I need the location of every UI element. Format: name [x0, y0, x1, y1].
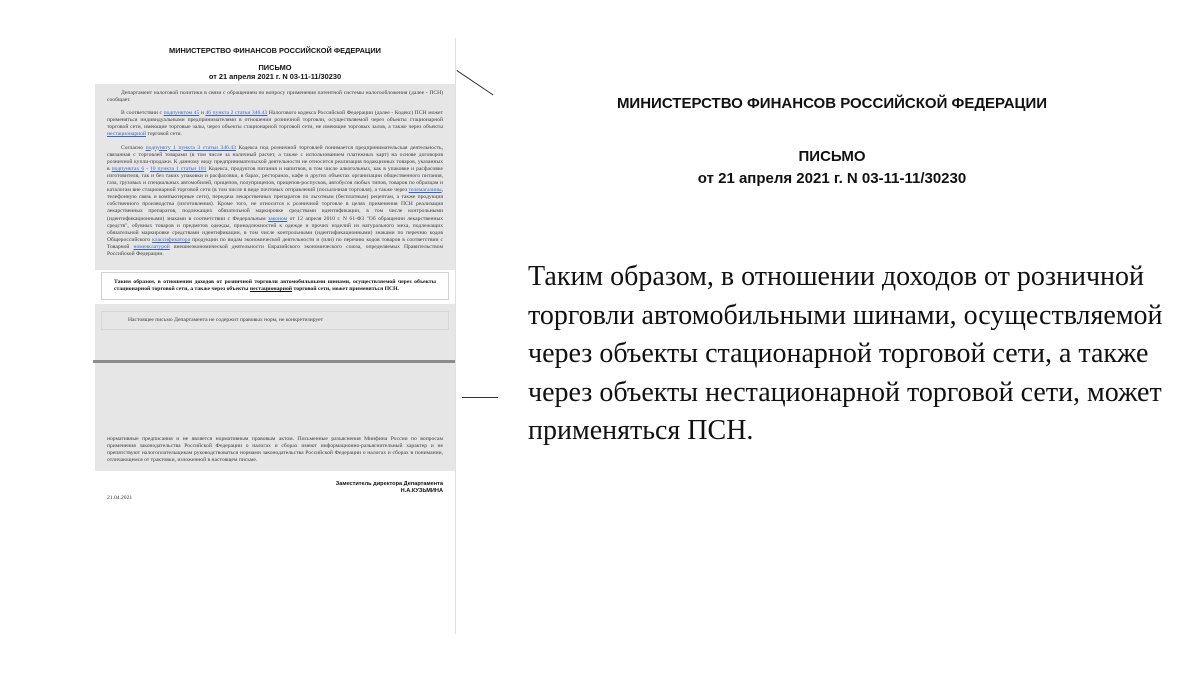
doc-link[interactable]: телемагазины	[408, 187, 442, 194]
doc-date: 21.04.2021	[107, 494, 133, 501]
excerpt-quote: Таким образом, в отношении доходов от розничной торговли автомобильными шинами, осуществляемой через объекты стационарной торговой сети, а также через объекты нестационарной торговой сети, может применяться ПСН.	[528, 261, 1163, 446]
doc-ministry-heading: МИНИСТЕРСТВО ФИНАНСОВ РОССИЙСКОЙ ФЕДЕРАЦИИ	[169, 46, 381, 55]
excerpt-letter-title: ПИСЬМО	[798, 148, 866, 165]
doc-link[interactable]: классификатора	[152, 236, 191, 243]
excerpt-ministry-heading: МИНИСТЕРСТВО ФИНАНСОВ РОССИЙСКОЙ ФЕДЕРАЦИИ	[616, 95, 1048, 112]
doc-highlighted-section	[95, 84, 455, 270]
doc-note-start: Настоящее письмо Департамента не содержит правовых норм, не конкретизирует	[101, 311, 449, 330]
doc-link[interactable]: подпунктом 45	[163, 110, 200, 117]
doc-link[interactable]: номенклатурой	[133, 243, 170, 250]
doc-link[interactable]: 46 пункта 2 статьи 346.43	[205, 110, 268, 117]
doc-gray-area	[95, 304, 455, 470]
doc-page-divider	[93, 360, 455, 363]
doc-link[interactable]: нестационарной	[107, 131, 146, 138]
doc-letter-title: ПИСЬМО	[258, 63, 292, 72]
doc-link[interactable]: 10 пункта 1 статьи 181	[149, 165, 207, 172]
doc-signature-name: Н.А.КУЗЬМИНА	[400, 487, 443, 494]
doc-link[interactable]: подпункту 1 пункта 3 статьи 346.43	[145, 144, 236, 151]
connector-line-middle	[462, 397, 498, 398]
document-thumbnail	[95, 38, 456, 634]
doc-intro-paragraph: Департамент налоговой политики в связи с обращением по вопросу применения патентной системы налогообложения (далее - ПСН) сообщает.	[107, 90, 443, 104]
excerpt-letter-header	[512, 146, 1152, 190]
doc-link[interactable]: подпунктах 6	[111, 165, 145, 172]
doc-letter-ref: от 21 апреля 2021 г. N 03-11-11/30230	[208, 72, 342, 81]
doc-link[interactable]: законом	[268, 215, 288, 222]
doc-conclusion-paragraph: Таким образом, в отношении доходов от розничной торговли автомобильными шинами, осуществляемой через объекты стационарной торговой сети, а также через объекты нестационарной торговой сети, может применяться ПСН.	[101, 272, 449, 300]
connector-line-top	[456, 70, 493, 95]
excerpt-letter-ref: от 21 апреля 2021 г. N 03-11-11/30230	[697, 170, 967, 187]
doc-note-end: нормативные предписания и не является нормативным правовым актом. Письменные разъяснения Минфина России по вопросам применения законодательства Российской Федерации о налогах и сборах имеют информационно-разъяснительный характер и не препятствуют налогоплательщикам руководствоваться нормами законодательства Российской Федерации о налогах и сборах в понимании, отличающемся от трактовки, изложенной в настоящем письме.	[107, 436, 443, 464]
doc-signature-title: Заместитель директора Департамента	[335, 480, 443, 487]
doc-paragraph-2: Согласно подпункту 1 пункта 3 статьи 346.43 Кодекса под розничной торговлей понимается предпринимательская деятельность, связанная с торговлей товарами (в том числе за наличный расчет, а также с использованием платежных карт) на основе договоров розничной купли-продажи. К данному виду предпринимательской деятельности не относится реализация подакцизных товаров, указанных в подпунктах 6 - 10 пункта 1 статьи 181 Кодекса, продуктов питания и напитков, в том числе алкогольных, как в упаковке и расфасовке изготовителя, так и без таких упаковки и расфасовки, в барах, ресторанах, кафе и других объектах организации общественного питания, газа, грузовых и специальных автомобилей, прицепов, полуприцепов, прицепов-роспусков, автобусов любых типов, товаров по образцам и каталогам вне стационарной торговой сети (в том числе в виде почтовых отправлений (посылочная торговля), а также через телемагазины, телефонную связь и компьютерные сети), передача лекарственных препаратов по льготным (бесплатным) рецептам, а также продукция собственного производства (изготовления). Кроме того, не относится к розничной торговле в целях применения ПСН реализация лекарственных препаратов, подлежащих обязательной маркировке средствами идентификации, в том числе контрольными (идентификационными) знаками в соответствии с Федеральным законом от 12 апреля 2010 г. N 61-ФЗ "Об обращении лекарственных средств", обувных товаров и предметов одежды, принадлежностей к одежде и прочих изделий из натурального меха, подлежащих обязательной маркировке средствами идентификации, в том числе контрольными (идентификационными) знаками по перечню кодов Общероссийского классификатора продукции по видам экономической деятельности и (или) по перечню кодов товаров в соответствии с Товарной номенклатурой внешнеэкономической деятельности Евразийского экономического союза, определяемых Правительством Российской Федерации.	[107, 144, 443, 257]
doc-paragraph-1: В соответствии с подпунктом 45 и 46 пункта 2 статьи 346.43 Налогового кодекса Российской Федерации (далее - Кодекс) ПСН может применяться индивидуальными предпринимателями в отношении розничной торговли, осуществляемой через объекты стационарной торговой сети, имеющие торговые залы, через объекты стационарной торговой сети, не имеющие торговых залов, а также через объекты нестационарной торговой сети.	[107, 110, 443, 138]
